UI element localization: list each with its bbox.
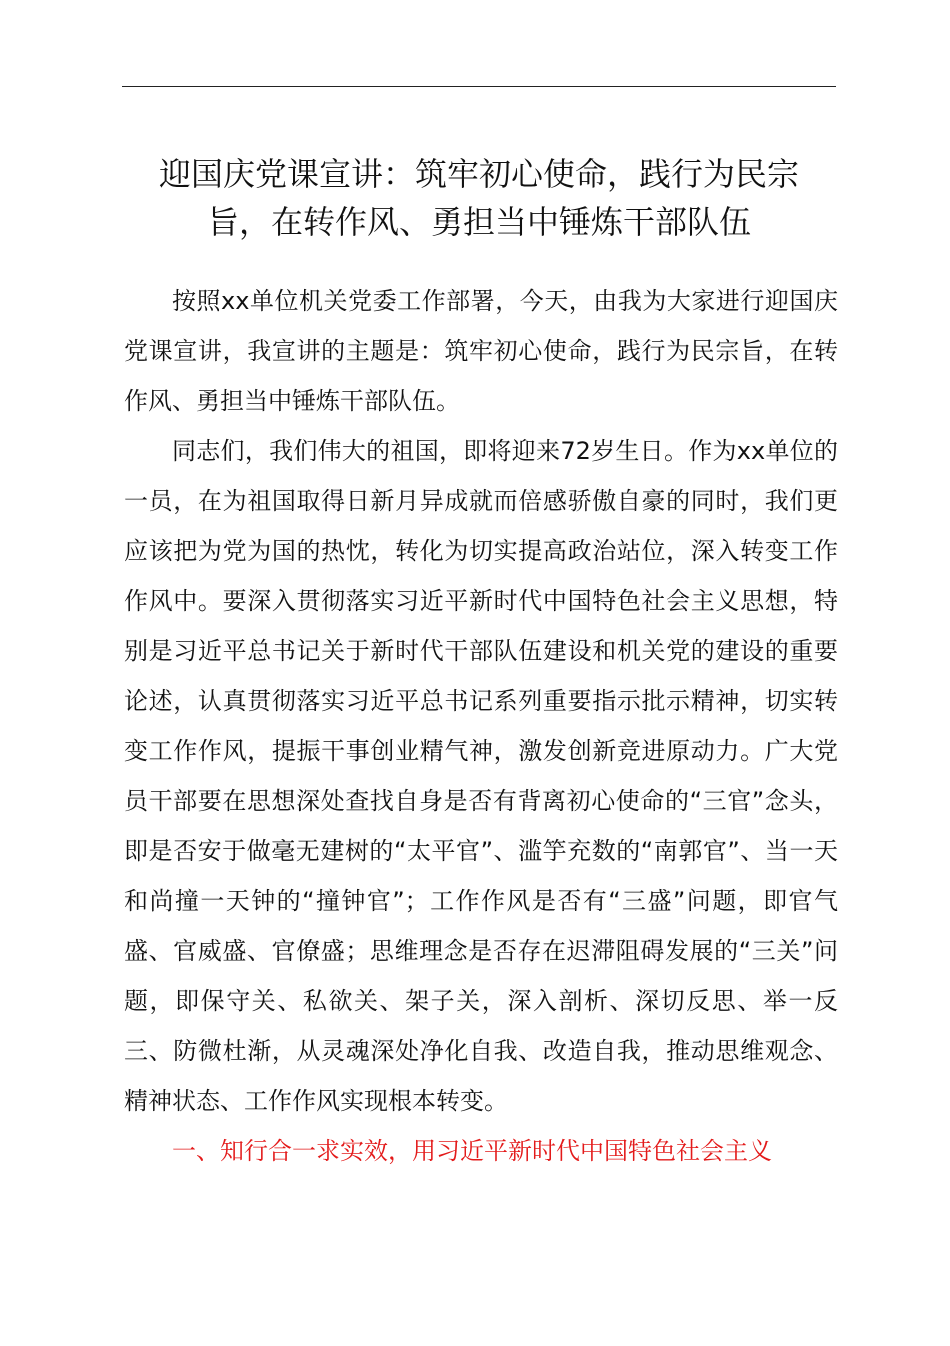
header-rule bbox=[122, 86, 836, 87]
document-body bbox=[124, 276, 838, 1176]
paragraph-main: 同志们，我们伟大的祖国，即将迎来72岁生日。作为xx单位的一员，在为祖国取得日新月异成就而倍感骄傲自豪的同时，我们更应该把为党为国的热忱，转化为切实提高政治站位，深入转变工作作风中。要深入贯彻落实习近平新时代中国特色社会主义思想，特别是习近平总书记关于新时代干部队伍建设和机关党的建设的重要论述，认真贯彻落实习近平总书记系列重要指示批示精神，切实转变工作作风，提振干事创业精气神，激发创新竞进原动力。广大党员干部要在思想深处查找自身是否有背离初心使命的“三官”念头，即是否安于做毫无建树的“太平官”、滥竽充数的“南郭官”、当一天和尚撞一天钟的“撞钟官”；工作作风是否有“三盛”问题，即官气盛、官威盛、官僚盛；思维理念是否存在迟滞阻碍发展的“三关”问题，即保守关、私欲关、架子关，深入剖析、深切反思、举一反三、防微杜渐，从灵魂深处净化自我、改造自我，推动思维观念、精神状态、工作作风实现根本转变。 bbox=[124, 437, 838, 1115]
paragraph-intro: 按照xx单位机关党委工作部署，今天，由我为大家进行迎国庆党课宣讲，我宣讲的主题是：筑牢初心使命，践行为民宗旨，在转作风、勇担当中锤炼干部队伍。 bbox=[124, 287, 838, 415]
document-title bbox=[112, 150, 846, 246]
title-line-1: 迎国庆党课宣讲：筑牢初心使命，践行为民宗 bbox=[158, 155, 799, 193]
title-line-2: 旨，在转作风、勇担当中锤炼干部队伍 bbox=[206, 203, 751, 241]
section-heading: 一、知行合一求实效，用习近平新时代中国特色社会主义 bbox=[172, 1137, 772, 1165]
